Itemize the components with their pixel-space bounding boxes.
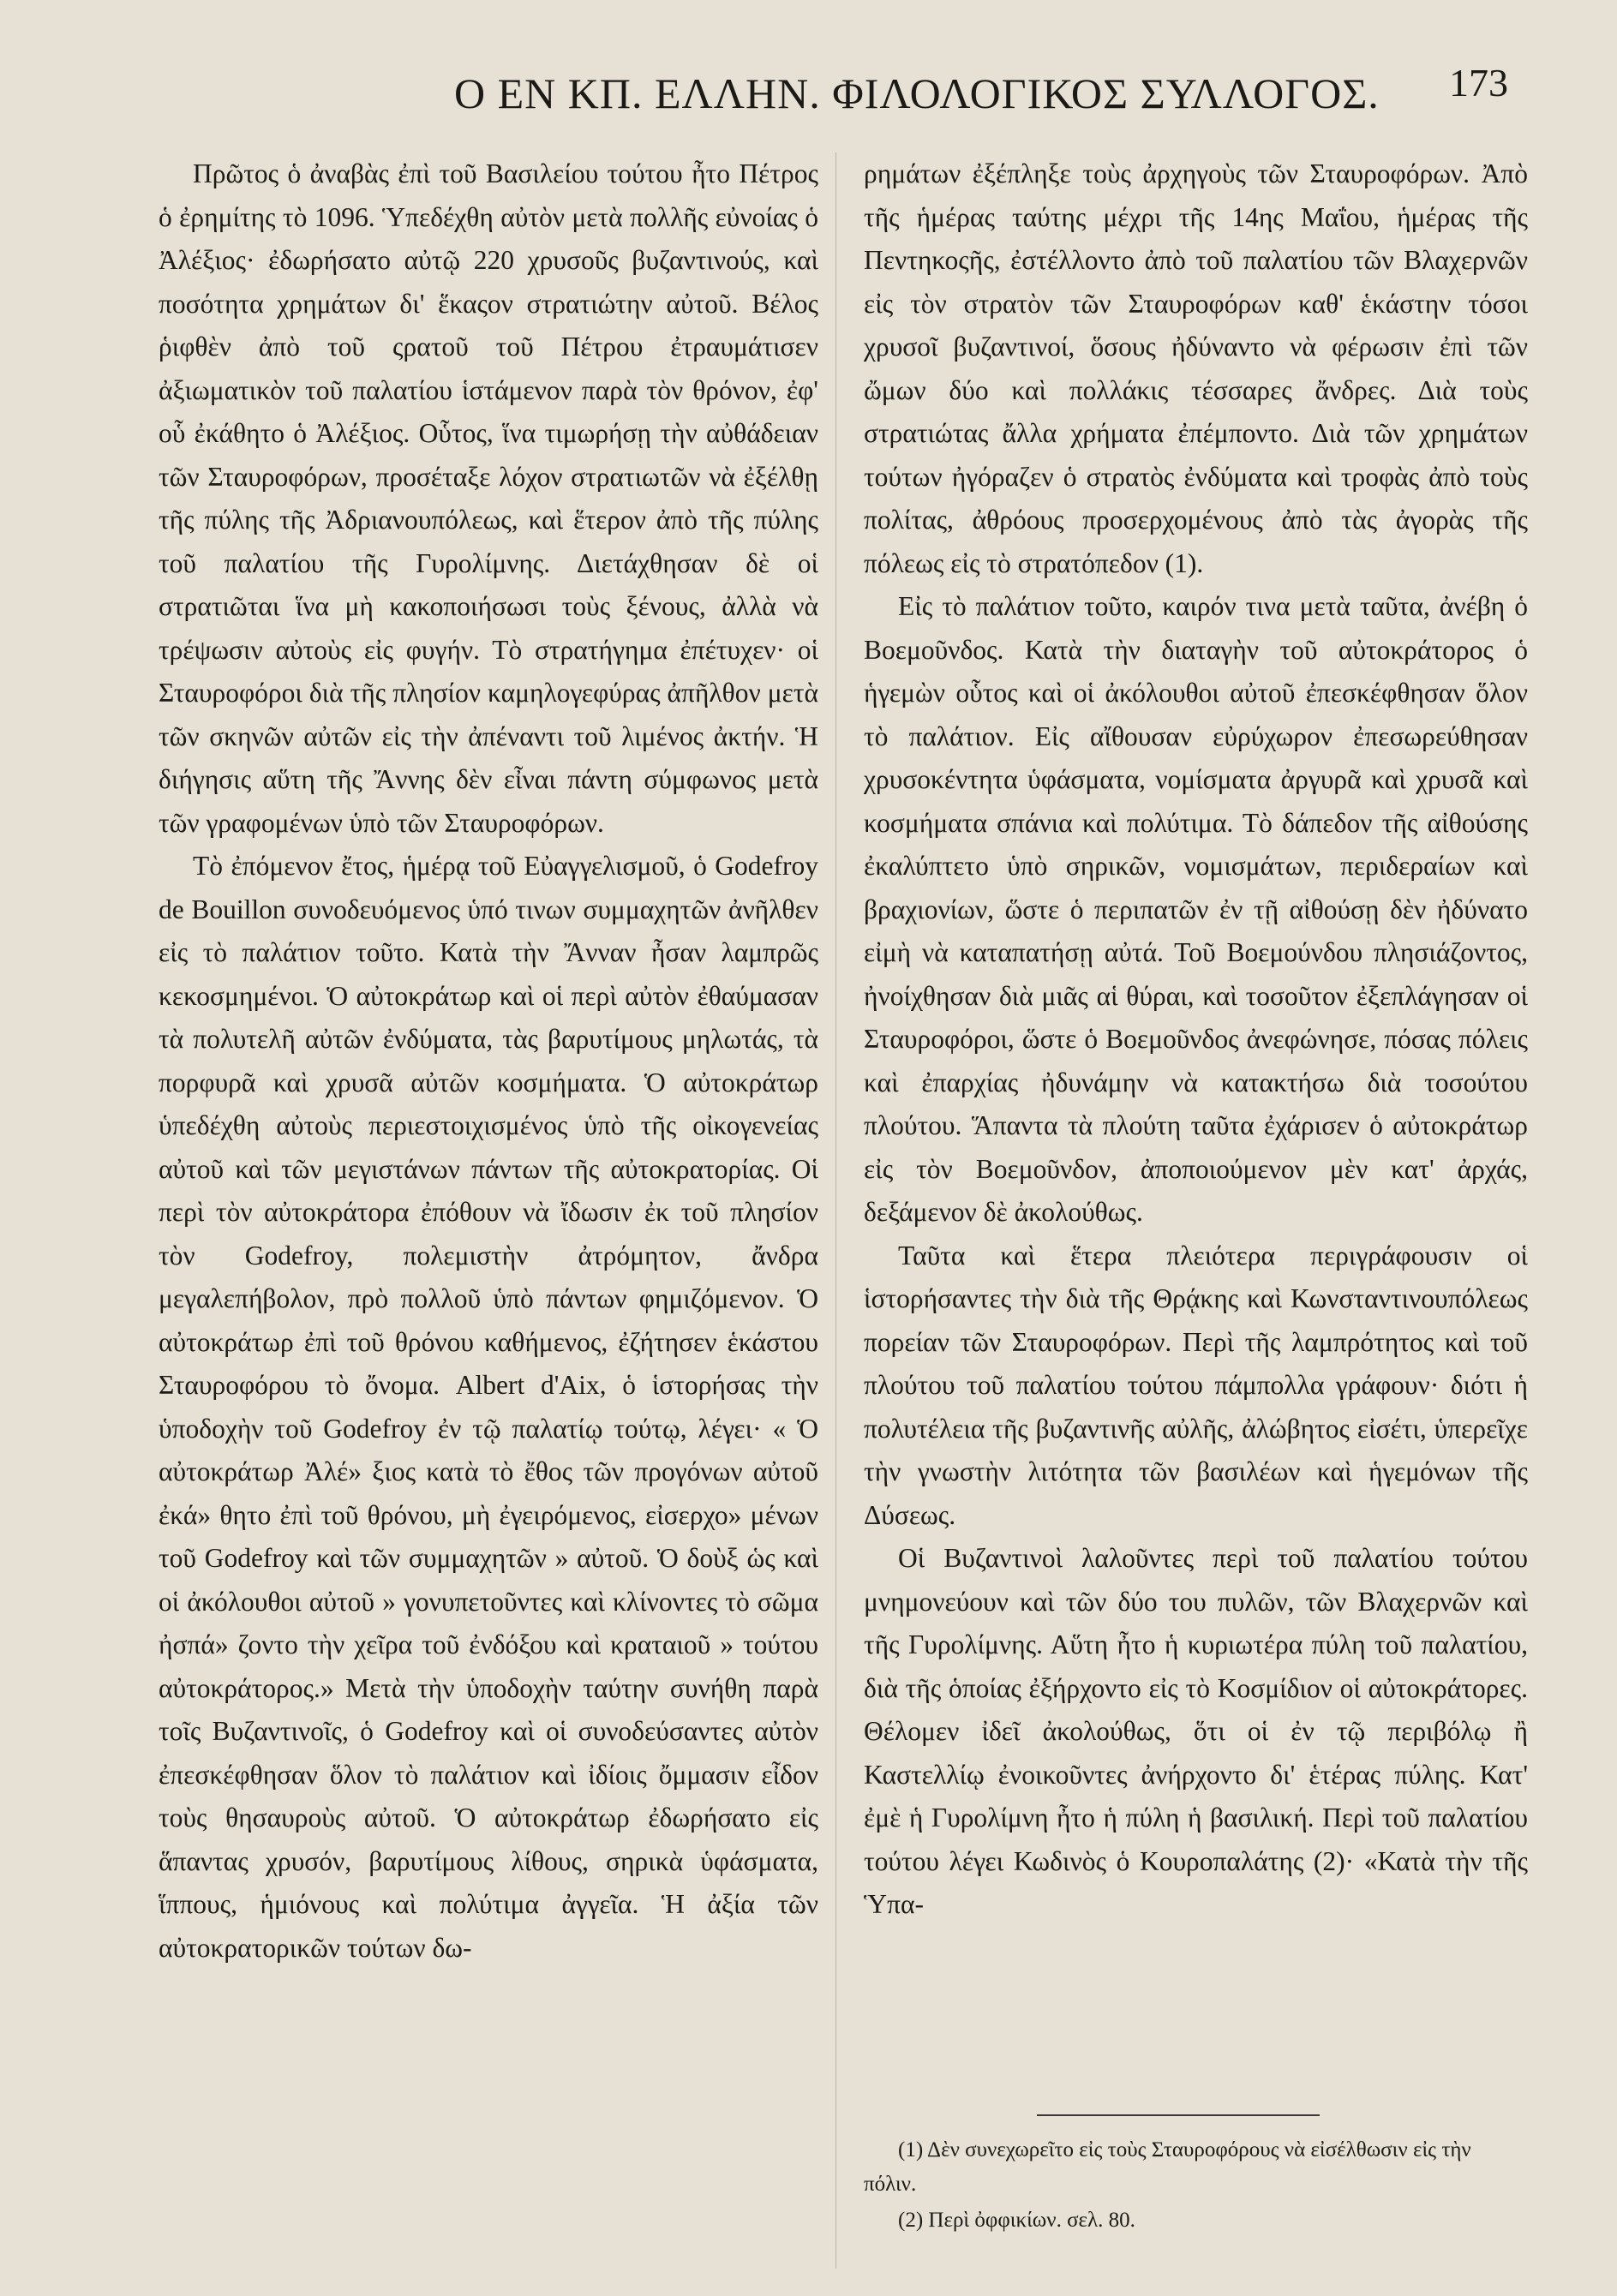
paragraph: Πρῶτος ὁ ἀναβὰς ἐπὶ τοῦ Βασιλείου τούτου ἦτο Πέτρος ὁ ἐρημίτης τὸ 1096. Ὑπεδέχθη αὐτὸν μετὰ πολλῆς εὐνοίας ὁ Ἀλέξιος· ἐδωρήσατο αὐτῷ 220 χρυσοῦς βυζαντινούς, καὶ ποσότητα χρημάτων δι' ἕκαςον στρατιώτην αὐτοῦ. Βέλος ῥιφθὲν ἀπὸ τοῦ ςρατοῦ τοῦ Πέτρου ἐτραυμάτισεν ἀξιωματικὸν τοῦ παλατίου ἱστάμενον παρὰ τὸν θρόνον, ἐφ' οὗ ἐκάθητο ὁ Ἀλέξιος. Οὗτος, ἵνα τιμωρήσῃ τὴν αὐθάδειαν τῶν Σταυροφόρων, προσέταξε λόχον στρατιωτῶν νὰ ἐξέλθῃ τῆς πύλης τῆς Ἀδριανουπόλεως, καὶ ἕτερον ἀπὸ τῆς πύλης τοῦ παλατίου τῆς Γυρολίμνης. Διετάχθησαν δὲ οἱ στρατιῶται ἵνα μὴ κακοποιήσωσι τοὺς ξένους, ἀλλὰ νὰ τρέψωσιν αὐτοὺς εἰς φυγήν. Τὸ στρατήγημα ἐπέτυχεν· οἱ Σταυροφόροι διὰ τῆς πλησίον καμηλογεφύρας ἀπῆλθον μετὰ τῶν σκηνῶν αὐτῶν εἰς τὴν ἀπέναντι τοῦ λιμένος ἀκτήν. Ἡ διήγησις αὕτη τῆς Ἄννης δὲν εἶναι πάντη σύμφωνος μετὰ τῶν γραφομένων ὑπὸ τῶν Σταυροφόρων. — [159, 158, 818, 838]
page-header — [86, 53, 1508, 130]
footnotes — [864, 2133, 1528, 2239]
footnote: (2) Περὶ ὀφφικίων. σελ. 80. — [898, 2209, 1135, 2232]
paragraph-continuation: ρημάτων ἐξέπληξε τοὺς ἀρχηγοὺς τῶν Σταυροφόρων. Ἀπὸ τῆς ἡμέρας ταύτης μέχρι τῆς 14ης Μαΐου, ἡμέρας τῆς Πεντηκοςῆς, ἐστέλλοντο ἀπὸ τοῦ παλατίου τῶν Βλαχερνῶν εἰς τὸν στρατὸν τῶν Σταυροφόρων καθ' ἑκάστην τόσοι χρυσοῖ βυζαντινοί, ὅσους ἠδύναντο νὰ φέρωσιν ἐπὶ τῶν ὤμων δύο καὶ πολλάκις τέσσαρες ἄνδρες. Διὰ τοὺς στρατιώτας ἄλλα χρήματα ἐπέμποντο. Διὰ τῶν χρημάτων τούτων ἠγόραζεν ὁ στρατὸς ἐνδύματα καὶ τροφὰς ἀπὸ τοὺς πολίτας, ἀθρόους προσερχομένους ἀπὸ τὰς ἀγορὰς τῆς πόλεως εἰς τὸ στρατόπεδον (1). — [864, 158, 1528, 578]
page-number: 173 — [1449, 61, 1508, 105]
footnote-rule — [1037, 2114, 1320, 2116]
paragraph: Τὸ ἐπόμενον ἔτος, ἡμέρᾳ τοῦ Εὐαγγελισμοῦ, ὁ Godefroy de Bouillon συνοδευόμενος ὑπό τινων συμμαχητῶν ἀνῆλθεν εἰς τὸ παλάτιον τοῦτο. Κατὰ τὴν Ἄνναν ἦσαν λαμπρῶς κεκοσμημένοι. Ὁ αὐτοκράτωρ καὶ οἱ περὶ αὐτὸν ἐθαύμασαν τὰ πολυτελῆ αὐτῶν ἐνδύματα, τὰς βαρυτίμους μηλωτάς, τὰ πορφυρᾶ καὶ χρυσᾶ αὐτῶν κοσμήματα. Ὁ αὐτοκράτωρ ὑπεδέχθη αὐτοὺς περιεστοιχισμένος ὑπὸ τῆς οἰκογενείας αὐτοῦ καὶ τῶν μεγιστάνων πάντων τῆς αὐτοκρατορίας. Οἱ περὶ τὸν αὐτοκράτορα ἐπόθουν νὰ ἴδωσιν ἐκ τοῦ πλησίον τὸν Godefroy, πολεμιστὴν ἀτρόμητον, ἄνδρα μεγαλεπήβολον, πρὸ πολλοῦ ὑπὸ πάντων φημιζόμενον. Ὁ αὐτοκράτωρ ἐπὶ τοῦ θρόνου καθήμενος, ἐζήτησεν ἑκάστου Σταυροφόρου τὸ ὄνομα. Albert d'Aix, ὁ ἱστορήσας τὴν ὑποδοχὴν τοῦ Godefroy ἐν τῷ παλατίῳ τούτῳ, λέγει· « Ὁ αὐτοκράτωρ Ἀλέ» ξιος κατὰ τὸ ἔθος τῶν προγόνων αὐτοῦ ἐκά» θητο ἐπὶ τοῦ θρόνου, μὴ ἐγειρόμενος, εἰσερχο» μένων τοῦ Godefroy καὶ τῶν συμμαχητῶν » αὐτοῦ. Ὁ δοὺξ ὡς καὶ οἱ ἀκόλουθοι αὐτοῦ » γονυπετοῦντες καὶ κλίνοντες τὸ σῶμα ἠσπά» ζοντο τὴν χεῖρα τοῦ ἐνδόξου καὶ κραταιοῦ » τούτου αὐτοκράτορος.» Μετὰ τὴν ὑποδοχὴν ταύτην συνήθη παρὰ τοῖς Βυζαντινοῖς, ὁ Godefroy καὶ οἱ συνοδεύσαντες αὐτὸν ἐπεσκέφθησαν ὅλον τὸ παλάτιον καὶ ἰδίοις ὄμμασιν εἶδον τοὺς θησαυροὺς αὐτοῦ. Ὁ αὐτοκράτωρ ἐδωρήσατο εἰς ἅπαντας χρυσόν, βαρυτίμους λίθους, σηρικὰ ὑφάσματα, ἵππους, ἡμιόνους καὶ πολύτιμα ἀγγεῖα. Ἡ ἀξία τῶν αὐτοκρατορικῶν τούτων δω- — [159, 851, 818, 1963]
running-title: Ο ΕΝ ΚΠ. ΕΛΛΗΝ. ΦΙΛΟΛΟΓΙΚΟΣ ΣΥΛΛΟΓΟΣ. — [454, 69, 1380, 117]
paragraph: Εἰς τὸ παλάτιον τοῦτο, καιρόν τινα μετὰ ταῦτα, ἀνέβη ὁ Βοεμοῦνδος. Κατὰ τὴν διαταγὴν τοῦ αὐτοκράτορος ὁ ἡγεμὼν οὗτος καὶ οἱ ἀκόλουθοι αὐτοῦ ἐπεσκέφθησαν ὅλον τὸ παλάτιον. Εἰς αἴθουσαν εὐρύχωρον ἐπεσωρεύθησαν χρυσοκέντητα ὑφάσματα, νομίσματα ἀργυρᾶ καὶ χρυσᾶ καὶ κοσμήματα σπάνια καὶ πολύτιμα. Τὸ δάπεδον τῆς αἰθούσης ἐκαλύπτετο ὑπὸ σηρικῶν, νομισμάτων, περιδεραίων καὶ βραχιονίων, ὥστε ὁ περιπατῶν ἐν τῇ αἰθούσῃ δὲν ἠδύνατο εἰμὴ νὰ καταπατήσῃ αὐτά. Τοῦ Βοεμούνδου πλησιάζοντος, ἠνοίχθησαν διὰ μιᾶς αἱ θύραι, καὶ τοσοῦτον ἐξεπλάγησαν οἱ Σταυροφόροι, ὥστε ὁ Βοεμοῦνδος ἀνεφώνησε, πόσας πόλεις καὶ ἐπαρχίας ἠδυνάμην νὰ κατακτήσω διὰ τοσούτου πλούτου. Ἅπαντα τὰ πλούτη ταῦτα ἐχάρισεν ὁ αὐτοκράτωρ εἰς τὸν Βοεμοῦνδον, ἀποποιούμενον μὲν κατ' ἀρχάς, δεξάμενον δὲ ἀκολούθως. — [864, 591, 1528, 1227]
paragraph: Ταῦτα καὶ ἕτερα πλειότερα περιγράφουσιν οἱ ἱστορήσαντες τὴν διὰ τῆς Θρᾴκης καὶ Κωνσταντινουπόλεως πορείαν τῶν Σταυροφόρων. Περὶ τῆς λαμπρότητος καὶ τοῦ πλούτου τοῦ παλατίου τούτου πάμπολλα γράφουν· διότι ἡ πολυτέλεια τῆς βυζαντινῆς αὐλῆς, ἀλώβητος εἰσέτι, ὑπερεῖχε τὴν γνωστὴν λιτότητα τῶν βασιλέων καὶ ἡγεμόνων τῆς Δύσεως. — [864, 1240, 1528, 1530]
right-column — [864, 152, 1528, 1927]
footnote: (1) Δὲν συνεχωρεῖτο εἰς τοὺς Σταυροφόρους νὰ εἰσέλθωσιν εἰς τὴν πόλιν. — [864, 2138, 1471, 2196]
column-divider — [835, 152, 836, 2269]
left-column — [159, 152, 818, 1970]
paragraph: Οἱ Βυζαντινοὶ λαλοῦντες περὶ τοῦ παλατίου τούτου μνημονεύουν καὶ τῶν δύο του πυλῶν, τῶν Βλαχερνῶν καὶ τῆς Γυρολίμνης. Αὕτη ἦτο ἡ κυριωτέρα πύλη τοῦ παλατίου, διὰ τῆς ὁποίας ἐξήρχοντο εἰς τὸ Κοσμίδιον οἱ αὐτοκράτορες. Θέλομεν ἰδεῖ ἀκολούθως, ὅτι οἱ ἐν τῷ περιβόλῳ ἢ Καστελλίῳ ἐνοικοῦντες ἀνήρχοντο δι' ἑτέρας πύλης. Κατ' ἐμὲ ἡ Γυρολίμνη ἦτο ἡ πύλη ἡ βασιλική. Περὶ τοῦ παλατίου τούτου λέγει Κωδινὸς ὁ Κουροπαλάτης (2)· «Κατὰ τὴν τῆς Ὑπα- — [864, 1543, 1528, 1919]
